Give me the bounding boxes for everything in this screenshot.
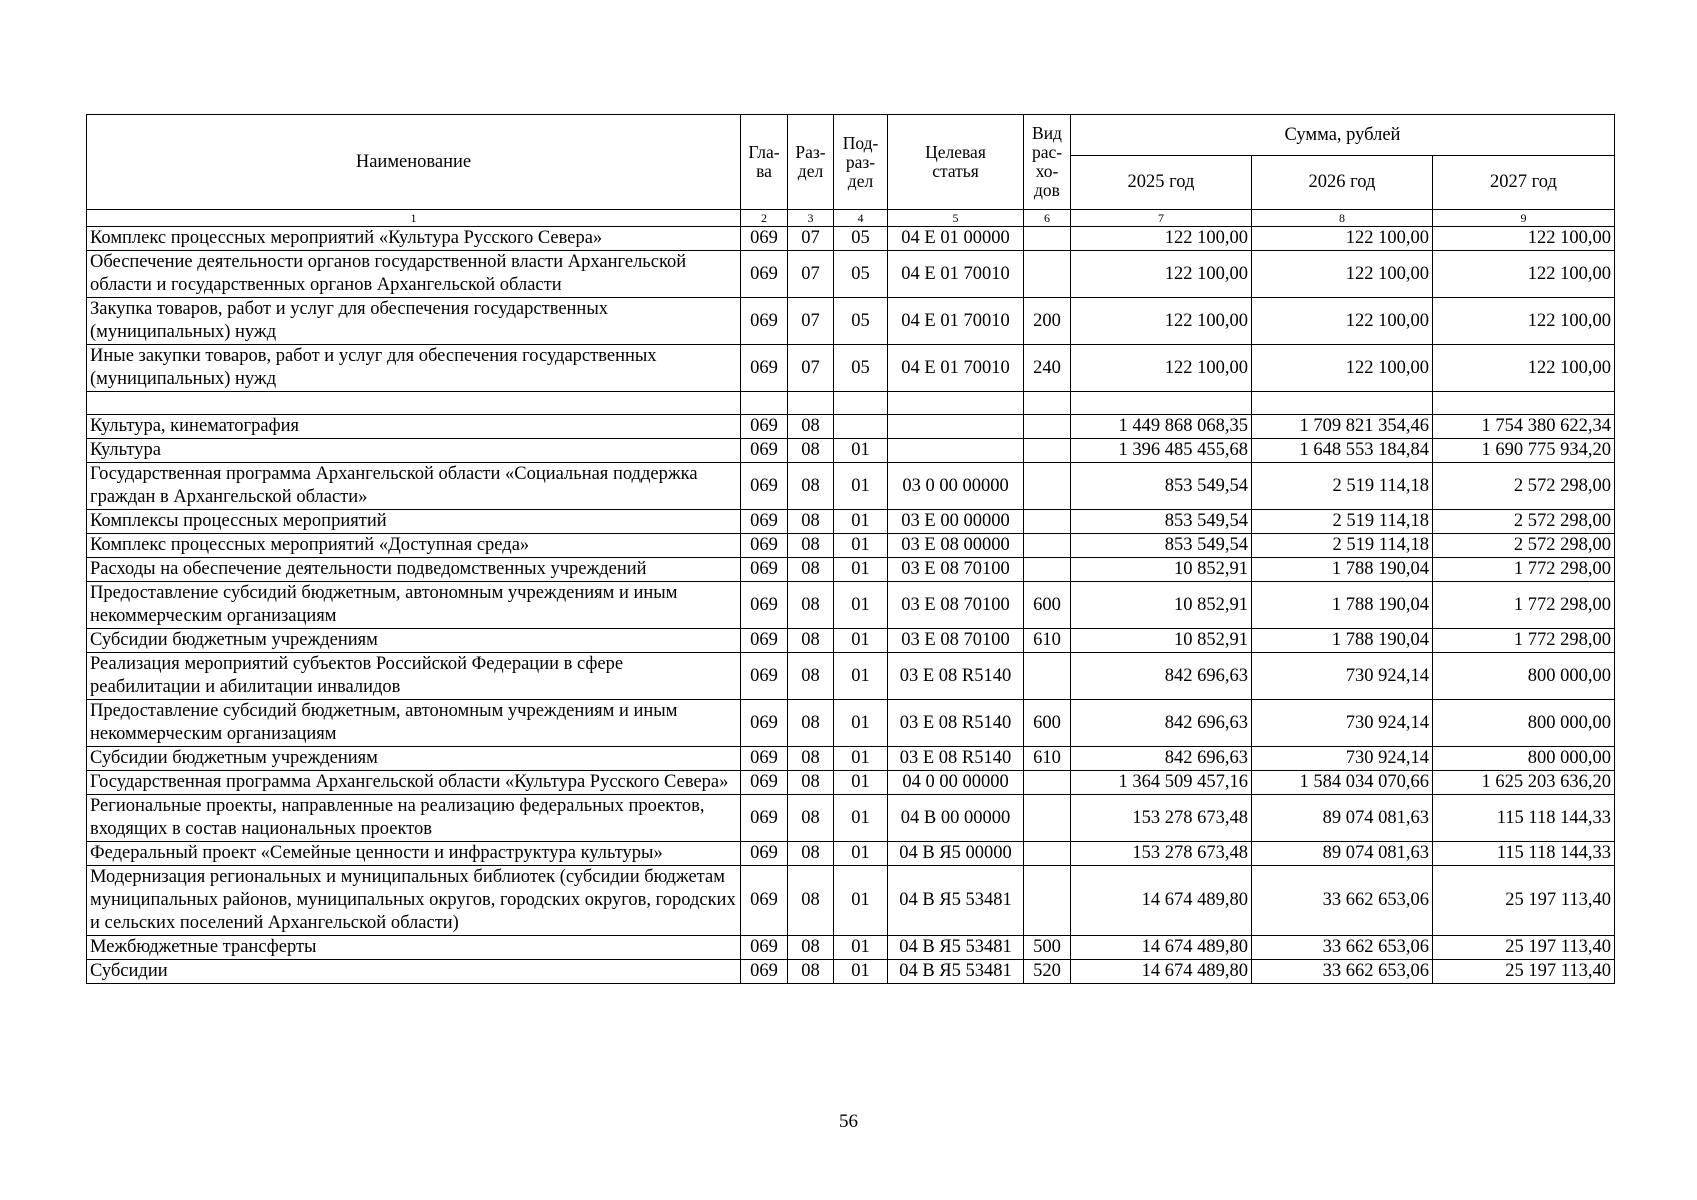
row-sum-2025: 853 549,54 [1071,510,1252,534]
row-sum-2027: 25 197 113,40 [1433,960,1615,984]
table-row [87,345,1615,392]
header-name: Наименование [87,115,741,210]
column-number: 4 [834,210,888,227]
row-vid-rashodov: 610 [1024,747,1071,771]
row-name: Федеральный проект «Семейные ценности и инфраструктура культуры» [87,842,741,866]
row-name: Закупка товаров, работ и услуг для обеспечения государственных (муниципальных) нужд [87,298,741,345]
header-year-2027: 2027 год [1433,156,1615,210]
row-glava: 069 [741,629,788,653]
header-year-2025: 2025 год [1071,156,1252,210]
row-sum-2027: 1 772 298,00 [1433,558,1615,582]
row-sum-2026: 1 788 190,04 [1252,582,1433,629]
row-sum-2027: 115 118 144,33 [1433,795,1615,842]
row-celevaya-statya: 03 Е 00 00000 [888,510,1024,534]
row-glava: 069 [741,227,788,251]
row-vid-rashodov [1024,439,1071,463]
row-name: Культура [87,439,741,463]
row-sum-2026: 1 709 821 354,46 [1252,415,1433,439]
table-row [87,298,1615,345]
header-razdel: Раз- дел [788,115,834,210]
row-razdel: 08 [788,747,834,771]
row-name: Реализация мероприятий субъектов Российской Федерации в сфере реабилитации и абилитации инвалидов [87,653,741,700]
table-row [87,936,1615,960]
row-glava: 069 [741,298,788,345]
row-glava: 069 [741,415,788,439]
table-row [87,582,1615,629]
row-sum-2025: 853 549,54 [1071,463,1252,510]
row-glava: 069 [741,866,788,936]
row-celevaya-statya: 03 Е 08 70100 [888,629,1024,653]
row-vid-rashodov [1024,653,1071,700]
row-razdel: 07 [788,251,834,298]
column-number: 1 [87,210,741,227]
table-row [87,510,1615,534]
row-glava: 069 [741,534,788,558]
row-glava: 069 [741,558,788,582]
row-name: Предоставление субсидий бюджетным, автономным учреждениям и иным некоммерческим организациям [87,582,741,629]
row-name: Модернизация региональных и муниципальных библиотек (субсидии бюджетам муниципальных районов, муниципальных округов, городских округов, городских и сельских поселений Архангельской области) [87,866,741,936]
row-sum-2025: 122 100,00 [1071,298,1252,345]
row-podrazdel [834,392,888,415]
row-podrazdel: 05 [834,345,888,392]
row-glava: 069 [741,960,788,984]
header-year-2026: 2026 год [1252,156,1433,210]
row-vid-rashodov [1024,463,1071,510]
row-sum-2025: 1 364 509 457,16 [1071,771,1252,795]
row-podrazdel: 01 [834,936,888,960]
row-name: Иные закупки товаров, работ и услуг для обеспечения государственных (муниципальных) нужд [87,345,741,392]
row-vid-rashodov [1024,866,1071,936]
row-vid-rashodov [1024,842,1071,866]
row-celevaya-statya: 04 Е 01 70010 [888,251,1024,298]
row-podrazdel: 01 [834,463,888,510]
table-row [87,629,1615,653]
table-row [87,439,1615,463]
row-vid-rashodov: 500 [1024,936,1071,960]
row-celevaya-statya: 04 В 00 00000 [888,795,1024,842]
row-razdel: 08 [788,510,834,534]
table-row [87,771,1615,795]
row-sum-2026: 33 662 653,06 [1252,866,1433,936]
table-row [87,534,1615,558]
table-row [87,558,1615,582]
row-sum-2025: 10 852,91 [1071,582,1252,629]
row-podrazdel: 01 [834,795,888,842]
column-number: 9 [1433,210,1615,227]
row-sum-2027: 800 000,00 [1433,700,1615,747]
row-razdel: 08 [788,439,834,463]
row-sum-2025: 14 674 489,80 [1071,960,1252,984]
row-podrazdel: 01 [834,842,888,866]
row-podrazdel: 01 [834,653,888,700]
row-celevaya-statya [888,415,1024,439]
row-sum-2027: 122 100,00 [1433,227,1615,251]
row-glava [741,392,788,415]
row-celevaya-statya [888,392,1024,415]
row-sum-2027: 1 625 203 636,20 [1433,771,1615,795]
row-sum-2027: 800 000,00 [1433,653,1615,700]
table-row [87,960,1615,984]
row-celevaya-statya: 04 В Я5 53481 [888,960,1024,984]
row-name: Обеспечение деятельности органов государственной власти Архангельской области и государственных органов Архангельской области [87,251,741,298]
row-razdel: 08 [788,534,834,558]
row-podrazdel: 01 [834,700,888,747]
row-razdel: 08 [788,795,834,842]
row-name: Региональные проекты, направленные на реализацию федеральных проектов, входящих в состав национальных проектов [87,795,741,842]
column-number: 2 [741,210,788,227]
row-razdel: 07 [788,298,834,345]
row-sum-2026: 2 519 114,18 [1252,534,1433,558]
row-name: Субсидии [87,960,741,984]
row-razdel: 08 [788,582,834,629]
row-razdel [788,392,834,415]
row-name [87,392,741,415]
row-glava: 069 [741,653,788,700]
row-glava: 069 [741,345,788,392]
row-podrazdel: 01 [834,771,888,795]
row-sum-2027: 115 118 144,33 [1433,842,1615,866]
row-razdel: 08 [788,700,834,747]
row-vid-rashodov [1024,558,1071,582]
row-sum-2026: 1 788 190,04 [1252,558,1433,582]
row-podrazdel: 01 [834,558,888,582]
row-name: Комплекс процессных мероприятий «Культура Русского Севера» [87,227,741,251]
row-glava: 069 [741,463,788,510]
row-sum-2027: 1 772 298,00 [1433,582,1615,629]
column-number: 5 [888,210,1024,227]
header-celevaya-statya: Целевая статья [888,115,1024,210]
row-vid-rashodov: 600 [1024,582,1071,629]
row-sum-2027: 800 000,00 [1433,747,1615,771]
row-celevaya-statya: 03 Е 08 70100 [888,582,1024,629]
row-name: Государственная программа Архангельской области «Социальная поддержка граждан в Архангельской области» [87,463,741,510]
row-celevaya-statya [888,439,1024,463]
row-vid-rashodov [1024,771,1071,795]
row-celevaya-statya: 04 Е 01 70010 [888,298,1024,345]
row-vid-rashodov: 610 [1024,629,1071,653]
row-vid-rashodov: 200 [1024,298,1071,345]
column-number: 8 [1252,210,1433,227]
table-row [87,795,1615,842]
table-row [87,227,1615,251]
row-sum-2025: 122 100,00 [1071,345,1252,392]
row-glava: 069 [741,936,788,960]
row-sum-2027: 122 100,00 [1433,298,1615,345]
column-number: 6 [1024,210,1071,227]
row-podrazdel: 01 [834,866,888,936]
row-sum-2026: 122 100,00 [1252,298,1433,345]
row-vid-rashodov: 520 [1024,960,1071,984]
table-row [87,463,1615,510]
row-vid-rashodov [1024,795,1071,842]
row-sum-2026: 1 648 553 184,84 [1252,439,1433,463]
row-vid-rashodov [1024,415,1071,439]
column-number: 7 [1071,210,1252,227]
row-sum-2027: 122 100,00 [1433,251,1615,298]
row-podrazdel: 01 [834,510,888,534]
budget-table [86,114,1615,984]
table-row [87,747,1615,771]
row-name: Предоставление субсидий бюджетным, автономным учреждениям и иным некоммерческим организациям [87,700,741,747]
row-razdel: 08 [788,629,834,653]
row-sum-2026: 1 584 034 070,66 [1252,771,1433,795]
row-vid-rashodov [1024,251,1071,298]
row-celevaya-statya: 04 В Я5 53481 [888,866,1024,936]
row-sum-2025: 10 852,91 [1071,629,1252,653]
row-razdel: 08 [788,960,834,984]
row-sum-2025: 842 696,63 [1071,700,1252,747]
row-name: Культура, кинематография [87,415,741,439]
header-vid-rashodov: Вид рас- хо- дов [1024,115,1071,210]
row-celevaya-statya: 03 Е 08 R5140 [888,747,1024,771]
table-row [87,251,1615,298]
row-sum-2027: 2 572 298,00 [1433,534,1615,558]
row-sum-2027: 1 754 380 622,34 [1433,415,1615,439]
row-glava: 069 [741,747,788,771]
row-sum-2026: 2 519 114,18 [1252,463,1433,510]
row-glava: 069 [741,795,788,842]
row-sum-2025: 14 674 489,80 [1071,936,1252,960]
row-celevaya-statya: 03 Е 08 00000 [888,534,1024,558]
row-sum-2027: 25 197 113,40 [1433,866,1615,936]
row-podrazdel: 01 [834,960,888,984]
table-row [87,866,1615,936]
row-glava: 069 [741,700,788,747]
row-glava: 069 [741,842,788,866]
row-sum-2026: 89 074 081,63 [1252,795,1433,842]
row-glava: 069 [741,510,788,534]
row-sum-2026: 730 924,14 [1252,747,1433,771]
row-sum-2025: 10 852,91 [1071,558,1252,582]
row-sum-2025: 853 549,54 [1071,534,1252,558]
row-sum-2026 [1252,392,1433,415]
row-vid-rashodov [1024,510,1071,534]
row-sum-2026: 730 924,14 [1252,700,1433,747]
row-sum-2025: 153 278 673,48 [1071,795,1252,842]
row-podrazdel: 01 [834,747,888,771]
row-sum-2027: 1 690 775 934,20 [1433,439,1615,463]
row-sum-2026: 33 662 653,06 [1252,960,1433,984]
row-podrazdel: 01 [834,439,888,463]
page-number: 56 [839,1111,858,1132]
row-sum-2025: 14 674 489,80 [1071,866,1252,936]
row-razdel: 08 [788,463,834,510]
row-glava: 069 [741,771,788,795]
column-number: 3 [788,210,834,227]
table-row [87,392,1615,415]
row-glava: 069 [741,582,788,629]
header-glava: Гла- ва [741,115,788,210]
row-sum-2027: 25 197 113,40 [1433,936,1615,960]
row-podrazdel: 01 [834,582,888,629]
row-celevaya-statya: 04 Е 01 70010 [888,345,1024,392]
row-name: Государственная программа Архангельской области «Культура Русского Севера» [87,771,741,795]
row-razdel: 08 [788,936,834,960]
row-razdel: 08 [788,842,834,866]
table-row [87,653,1615,700]
row-sum-2027: 2 572 298,00 [1433,510,1615,534]
row-sum-2025: 153 278 673,48 [1071,842,1252,866]
row-podrazdel: 01 [834,629,888,653]
header-summa: Сумма, рублей [1071,115,1615,156]
row-celevaya-statya: 03 Е 08 70100 [888,558,1024,582]
row-podrazdel: 05 [834,251,888,298]
row-glava: 069 [741,251,788,298]
row-celevaya-statya: 03 Е 08 R5140 [888,700,1024,747]
row-name: Комплексы процессных мероприятий [87,510,741,534]
row-name: Субсидии бюджетным учреждениям [87,747,741,771]
row-celevaya-statya: 04 В Я5 53481 [888,936,1024,960]
row-sum-2026: 2 519 114,18 [1252,510,1433,534]
row-sum-2026: 1 788 190,04 [1252,629,1433,653]
row-vid-rashodov: 240 [1024,345,1071,392]
row-sum-2025: 1 396 485 455,68 [1071,439,1252,463]
row-sum-2026: 122 100,00 [1252,227,1433,251]
row-celevaya-statya: 04 0 00 00000 [888,771,1024,795]
row-sum-2027: 122 100,00 [1433,345,1615,392]
row-sum-2026: 89 074 081,63 [1252,842,1433,866]
row-name: Субсидии бюджетным учреждениям [87,629,741,653]
table-row [87,842,1615,866]
row-razdel: 08 [788,415,834,439]
row-sum-2025: 1 449 868 068,35 [1071,415,1252,439]
row-razdel: 08 [788,771,834,795]
row-celevaya-statya: 04 Е 01 00000 [888,227,1024,251]
row-sum-2025: 842 696,63 [1071,747,1252,771]
row-podrazdel: 05 [834,298,888,345]
row-sum-2025: 122 100,00 [1071,227,1252,251]
row-sum-2027: 2 572 298,00 [1433,463,1615,510]
row-vid-rashodov: 600 [1024,700,1071,747]
row-razdel: 07 [788,345,834,392]
row-razdel: 07 [788,227,834,251]
row-sum-2026: 730 924,14 [1252,653,1433,700]
row-name: Межбюджетные трансферты [87,936,741,960]
row-sum-2025: 842 696,63 [1071,653,1252,700]
table-row [87,700,1615,747]
row-sum-2027 [1433,392,1615,415]
row-podrazdel: 05 [834,227,888,251]
row-name: Комплекс процессных мероприятий «Доступная среда» [87,534,741,558]
row-razdel: 08 [788,558,834,582]
row-name: Расходы на обеспечение деятельности подведомственных учреждений [87,558,741,582]
row-sum-2025: 122 100,00 [1071,251,1252,298]
table-body [87,227,1615,984]
row-sum-2026: 33 662 653,06 [1252,936,1433,960]
row-vid-rashodov [1024,227,1071,251]
row-razdel: 08 [788,866,834,936]
row-sum-2026: 122 100,00 [1252,251,1433,298]
row-sum-2025 [1071,392,1252,415]
row-sum-2027: 1 772 298,00 [1433,629,1615,653]
row-podrazdel [834,415,888,439]
row-vid-rashodov [1024,534,1071,558]
row-podrazdel: 01 [834,534,888,558]
row-sum-2026: 122 100,00 [1252,345,1433,392]
row-glava: 069 [741,439,788,463]
row-vid-rashodov [1024,392,1071,415]
row-celevaya-statya: 04 В Я5 00000 [888,842,1024,866]
header-podrazdel: Под- раз- дел [834,115,888,210]
table-row [87,415,1615,439]
row-celevaya-statya: 03 Е 08 R5140 [888,653,1024,700]
row-celevaya-statya: 03 0 00 00000 [888,463,1024,510]
row-razdel: 08 [788,653,834,700]
